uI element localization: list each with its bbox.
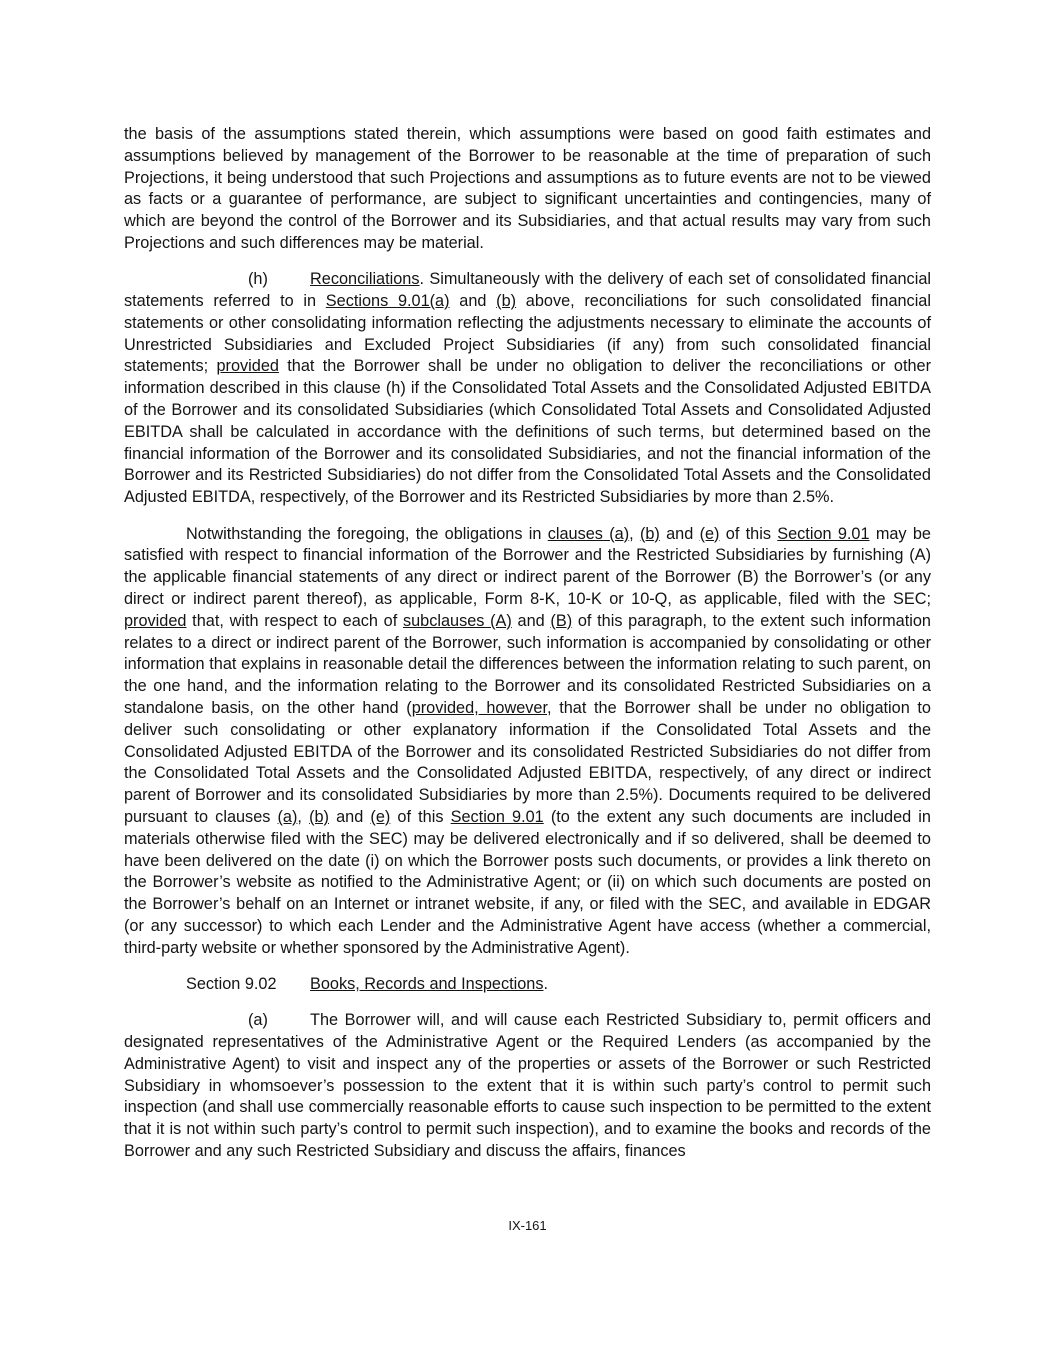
section-title: Books, Records and Inspections [310,974,544,993]
section-number: Section 9.02 [186,974,277,993]
text-run: , [297,807,310,826]
cross-reference: (b) [496,292,517,311]
clause-title-reconciliations: Reconciliations [310,270,420,289]
cross-reference: Section 9.01 [450,807,544,826]
clause-label-h: (h) [248,270,268,289]
text-run: and [659,524,700,543]
text-run: and [449,292,497,311]
cross-reference: Sections 9.01(a) [325,292,450,311]
cross-reference: Section 9.01 [777,524,870,543]
cross-reference: (b) [309,807,329,826]
section-title-period: . [543,974,549,993]
cross-reference: subclauses (A) [402,611,512,630]
text-run: (to the extent any such documents are included in materials otherwise filed with the SEC) may be delivered electronically and if so delivered, shall be deemed to have been delivered on the date (i) on which the Borrower posts such documents, or provides a link thereto on the Borrower’s website as notified to the Administrative Agent; or (ii) on which such documents are posted on the Borrower’s behalf on an Internet or intranet website, if any, or filed with the SEC, and available in EDGAR (or any successor) to which each Lender and the Administrative Agent have access (whether a commercial, third-party website or whether sponsored by the Administrative Agent). [124,807,931,957]
proviso-term: provided, however [411,698,547,717]
paragraph-projections: the basis of the assumptions stated therein, which assumptions were based on good faith estimates and assumptions believed by management of the Borrower to be reasonable at the time of preparation of such Projections, it being understood that such Projections and assumptions as to future events are not to be viewed as facts or a guarantee of performance, are subject to significant uncertainties and contingencies, many of which are beyond the control of the Borrower and its Subsidiaries, and that actual results may vary from such Projections and such differences may be material. [124,125,931,252]
cross-reference: (a) [277,807,298,826]
text-run: above, reconciliations for such consolidated financial statements or other consolidating information reflecting the adjustments necessary to eliminate the accounts of Unrestricted Subsidiaries and Excluded Project Subsidiaries (if any) from such consolidated financial statements; [124,292,931,376]
paragraph-reconciliations [124,269,931,509]
clause-label-a: (a) [248,1011,268,1030]
proviso-term: provided [216,357,279,376]
section-heading [124,974,931,996]
cross-reference: (e) [699,524,720,543]
text-run: of this [719,524,778,543]
text-run: of this [390,807,451,826]
text-run: of this paragraph, to the extent such information relates to a direct or indirect parent of the Borrower, such information is accompanied by consolidating or other information that explains in reasonable detail the differences between the information relating to such parent, on the one hand, and the information relating to the Borrower and its consolidated Restricted Subsidiaries on a standalone basis, on the other hand ( [124,611,931,717]
text-run: , [629,524,640,543]
text-run: and [511,611,551,630]
text-run: that the Borrower shall be under no obligation to deliver the reconciliations or other information described in this clause (h) if the Consolidated Total Assets and the Consolidated Adjusted EBITDA of the Borrower and its consolidated Subsidiaries (which Consolidated Total Assets and Consolidated Adjusted EBITDA shall be calculated in accordance with the definitions of such terms, but determined based on the financial information of the Borrower and its consolidated Subsidiaries, and not the financial information of the Borrower and its Restricted Subsidiaries) do not differ from the Consolidated Total Assets and the Consolidated Adjusted EBITDA, respectively, of the Borrower and its Restricted Subsidiaries by more than 2.5%. [124,357,931,507]
text-run: and [328,807,371,826]
text-run: , that the Borrower shall be under no obligation to deliver such consolidating or other explanatory information if the Consolidated Total Assets and the Consolidated Adjusted EBITDA of the Borrower and its consolidated Restricted Subsidiaries do not differ from the Consolidated Total Assets and the Consolidated Adjusted EBITDA, respectively, of any direct or indirect parent of Borrower and its consolidated Subsidiaries by more than 2.5%). Documents required to be delivered pursuant to clauses [124,698,931,826]
cross-reference: (e) [370,807,391,826]
paragraph-notwithstanding [124,524,931,960]
cross-reference: (B) [550,611,573,630]
text-run: . Simultaneously with the delivery of each set of consolidated financial statements referred to in [124,270,931,311]
proviso-term: provided [124,611,187,630]
paragraph-inspections [124,1010,931,1163]
text-run: that, with respect to each of [186,611,403,630]
cross-reference: (b) [639,524,660,543]
page-number: IX-161 [508,1218,547,1233]
cross-reference: clauses (a) [547,524,630,543]
document-page [124,124,931,1177]
text-run: Notwithstanding the foregoing, the obligations in [186,524,548,543]
text-run: may be satisfied with respect to financial information of the Borrower and the Restricted Subsidiaries by furnishing (A) the applicable financial statements of any direct or indirect parent of the Borrower (B) the Borrower’s (or any direct or indirect parent thereof), as applicable, Form 8-K, 10-K or 10-Q, as applicable, filed with the SEC; [124,524,931,608]
text-run: The Borrower will, and will cause each Restricted Subsidiary to, permit officers and designated representatives of the Administrative Agent or the Required Lenders (as accompanied by the Administrative Agent) to visit and inspect any of the properties or assets of the Borrower or such Restricted Subsidiary in whomsoever’s possession to the extent that it is within such party’s control to permit such inspection (and shall use commercially reasonable efforts to cause such inspection to be permitted to the extent that it is not within such party’s control to permit such inspection), and to examine the books and records of the Borrower and any such Restricted Subsidiary and discuss the affairs, finances [124,1011,931,1161]
